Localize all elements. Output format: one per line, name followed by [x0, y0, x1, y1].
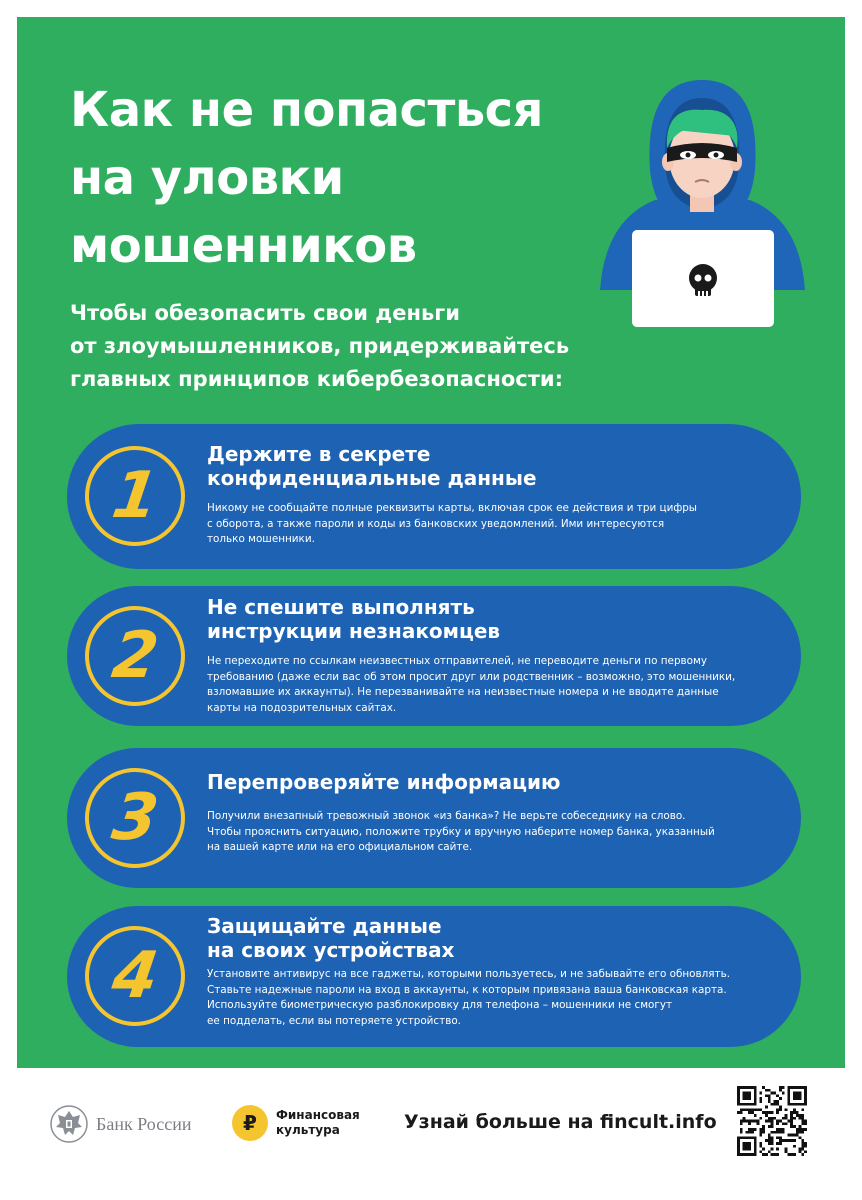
- subtitle-line: главных принципов кибербезопасности:: [70, 367, 563, 391]
- principle-text: [207, 501, 765, 548]
- number-badge: [85, 768, 185, 868]
- financial-culture-logo: [231, 1104, 360, 1142]
- subtitle-line: от злоумышленников, придерживайтесь: [70, 334, 570, 358]
- double-headed-eagle-icon: [50, 1103, 88, 1145]
- fin-culture-line: Финансовая: [276, 1108, 360, 1122]
- principle-number: 1: [107, 459, 163, 533]
- principle-title-line: на своих устройствах: [207, 938, 455, 962]
- principle-text-line: только мошенники.: [207, 533, 315, 545]
- principle-title-line: конфиденциальные данные: [207, 466, 537, 490]
- principle-title: [207, 770, 560, 794]
- principle-text-line: Чтобы прояснить ситуацию, положите трубку и вручную наберите номер банка, указанный: [207, 825, 715, 838]
- number-badge: [85, 926, 185, 1026]
- principle-text-line: Получили внезапный тревожный звонок «из банка»? Не верьте собеседнику на слово.: [207, 810, 686, 822]
- principle-title: [207, 595, 500, 643]
- number-badge: [85, 446, 185, 546]
- qr-code-icon[interactable]: [737, 1086, 807, 1156]
- principle-title-line: Защищайте данные: [207, 914, 442, 938]
- principle-card-1: [67, 424, 801, 569]
- title-line: на уловки: [70, 150, 344, 206]
- title-line: Как не попасться: [70, 82, 543, 138]
- principle-text: [207, 654, 765, 716]
- principle-text-line: на вашей карте или на его официальном сайте.: [207, 841, 473, 853]
- title-line: мошенников: [70, 218, 417, 274]
- principle-text-line: с оборота, а также пароли и коды из банковских уведомлений. Ими интересуются: [207, 517, 665, 530]
- principle-text: [207, 809, 765, 856]
- principle-text-line: требованию (даже если вас об этом просит друг или родственник – возможно, это мошенники,: [207, 670, 736, 683]
- principle-title: [207, 914, 454, 962]
- hacker-with-laptop-icon: [595, 70, 810, 335]
- principle-text-line: Никому не сообщайте полные реквизиты карты, включая срок ее действия и три цифры: [207, 502, 698, 514]
- svg-text:₽: ₽: [243, 1111, 257, 1135]
- principle-title: [207, 442, 537, 490]
- principle-text-line: Ставьте надежные пароли на вход в аккаунты, к которым привязана ваша банковская карта.: [207, 983, 727, 996]
- principle-title-line: инструкции незнакомцев: [207, 619, 501, 643]
- principle-text-line: карты на подозрительных сайтах.: [207, 701, 397, 714]
- principle-text-line: ее подделать, если вы потеряете устройство.: [207, 1014, 461, 1027]
- bank-name: Банк России: [96, 1113, 192, 1134]
- principle-text-line: Не переходите по ссылкам неизвестных отправителей, не переводите деньги по первому: [207, 655, 708, 667]
- principle-card-3: [67, 748, 801, 888]
- subtitle-line: Чтобы обезопасить свои деньги: [70, 301, 460, 325]
- fin-culture-line: культура: [276, 1123, 340, 1137]
- principle-number: 3: [107, 781, 163, 855]
- number-badge: [85, 606, 185, 706]
- principle-title-line: Не спешите выполнять: [207, 595, 475, 619]
- poster-subtitle: [70, 297, 569, 396]
- principle-card-2: [67, 586, 801, 726]
- fincult-link-text[interactable]: Узнай больше на fincult.info: [404, 1111, 717, 1133]
- poster-title: [70, 76, 543, 280]
- bank-of-russia-logo: [50, 1103, 191, 1145]
- principle-text-line: Используйте биометрическую разблокировку для телефона – мошенники не смогут: [207, 999, 673, 1011]
- principle-number: 4: [107, 939, 163, 1013]
- principle-title-line: Перепроверяйте информацию: [207, 770, 561, 794]
- principle-number: 2: [107, 619, 163, 693]
- ruble-coin-icon: [231, 1104, 269, 1142]
- principle-title-line: Держите в секрете: [207, 442, 431, 466]
- principle-text: [207, 967, 765, 1029]
- principle-text-line: Установите антивирус на все гаджеты, которыми пользуетесь, и не забывайте его обновлять.: [207, 968, 731, 980]
- principle-card-4: [67, 906, 801, 1047]
- principle-text-line: взломавшие их аккаунты). Не перезванивайте на неизвестные номера и не вводите данные: [207, 686, 719, 698]
